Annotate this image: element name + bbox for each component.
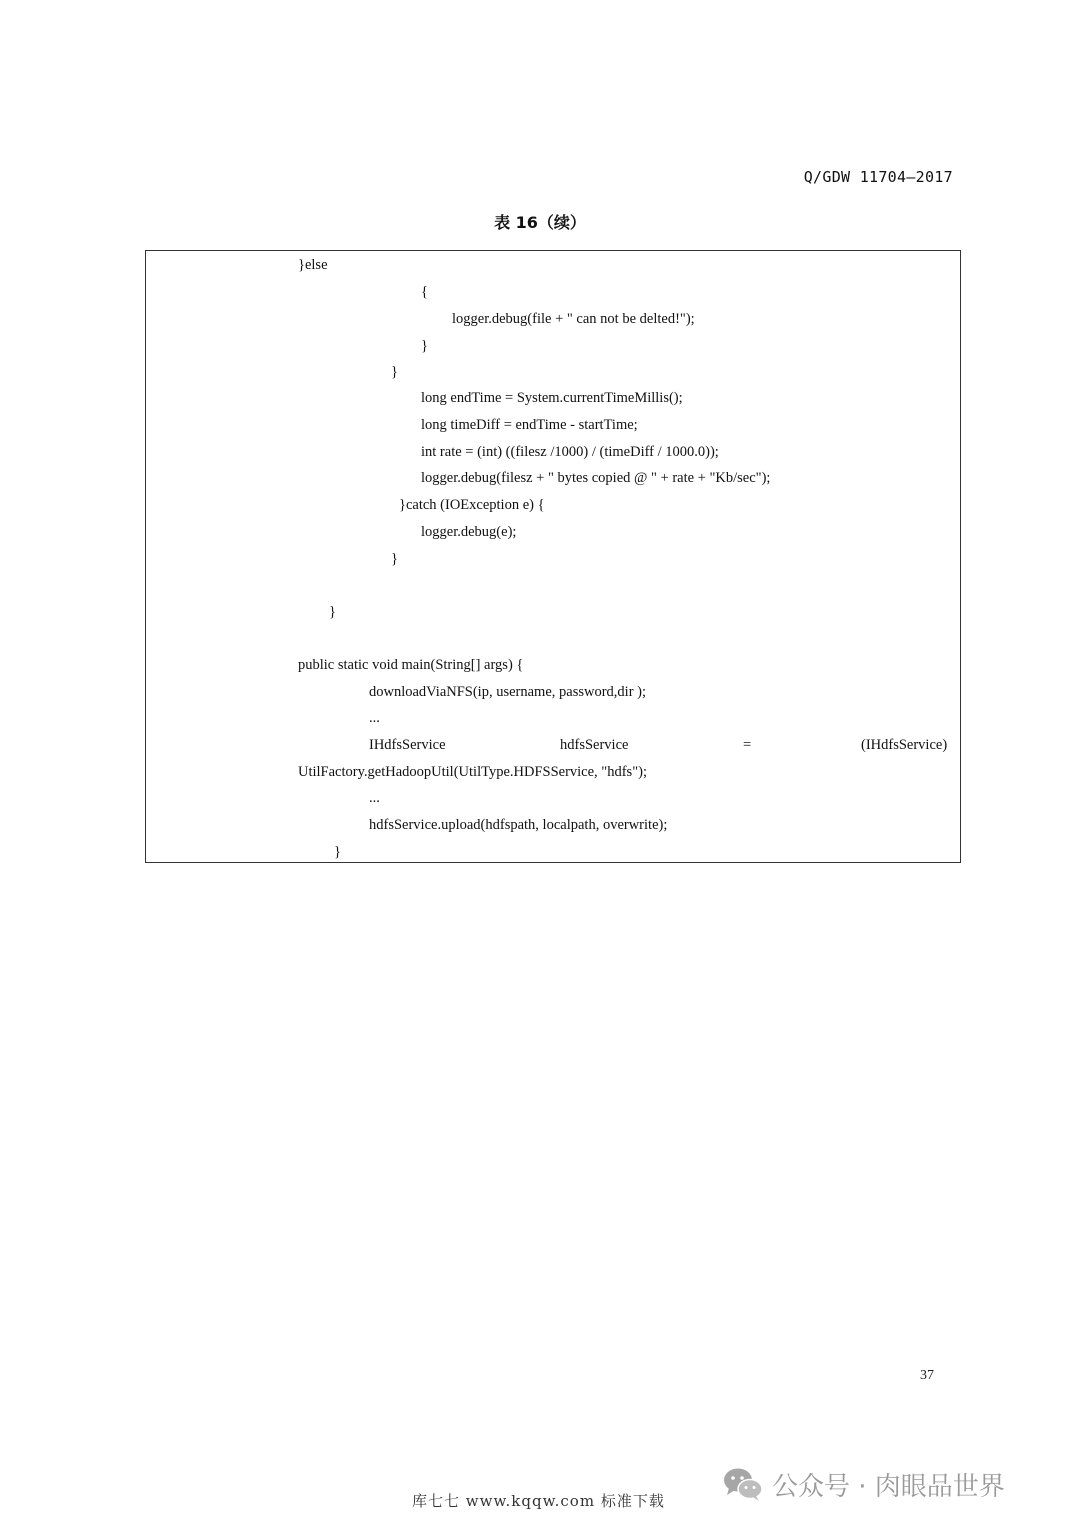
code-line: public static void main(String[] args) { [298, 657, 524, 673]
code-line: { [421, 284, 428, 300]
code-line: logger.debug(file + " can not be delted!"); [452, 311, 695, 327]
wechat-icon [722, 1466, 764, 1502]
code-line: }catch (IOException e) { [399, 497, 545, 513]
code-line: } [391, 551, 398, 567]
code-listing-table [145, 250, 961, 863]
page-number: 37 [920, 1368, 934, 1383]
code-line: long endTime = System.currentTimeMillis(); [421, 390, 683, 406]
code-line: int rate = (int) ((filesz /1000) / (timeDiff / 1000.0)); [421, 444, 719, 460]
code-line: }else [298, 257, 328, 273]
code-line: ... [369, 710, 380, 726]
code-line: } [421, 338, 428, 354]
footer-watermark: 库七七 www.kqqw.com 标准下载 [412, 1492, 665, 1510]
code-line: UtilFactory.getHadoopUtil(UtilType.HDFSService, "hdfs"); [298, 764, 647, 780]
wechat-account-name: 公众号 · 肉眼品世界 [772, 1471, 1005, 1502]
code-line: hdfsService.upload(hdfspath, localpath, overwrite); [369, 817, 668, 833]
code-line: } [391, 364, 398, 380]
code-line: logger.debug(filesz + " bytes copied @ " + rate + "Kb/sec"); [421, 470, 771, 486]
code-line: } [334, 844, 341, 860]
code-line: (IHdfsService) [861, 737, 948, 753]
document-id: Q/GDW 11704—2017 [803, 168, 953, 186]
code-line: logger.debug(e); [421, 524, 517, 540]
code-line: } [329, 604, 336, 620]
code-line: ... [369, 790, 380, 806]
code-line: long timeDiff = endTime - startTime; [421, 417, 638, 433]
code-line: hdfsService [560, 737, 629, 753]
code-line: IHdfsService [369, 737, 446, 753]
code-line: = [743, 737, 752, 753]
wechat-account-mark [722, 1466, 1005, 1502]
table-title: 表 16（续） [494, 213, 586, 232]
code-line: downloadViaNFS(ip, username, password,dir ); [369, 684, 647, 700]
